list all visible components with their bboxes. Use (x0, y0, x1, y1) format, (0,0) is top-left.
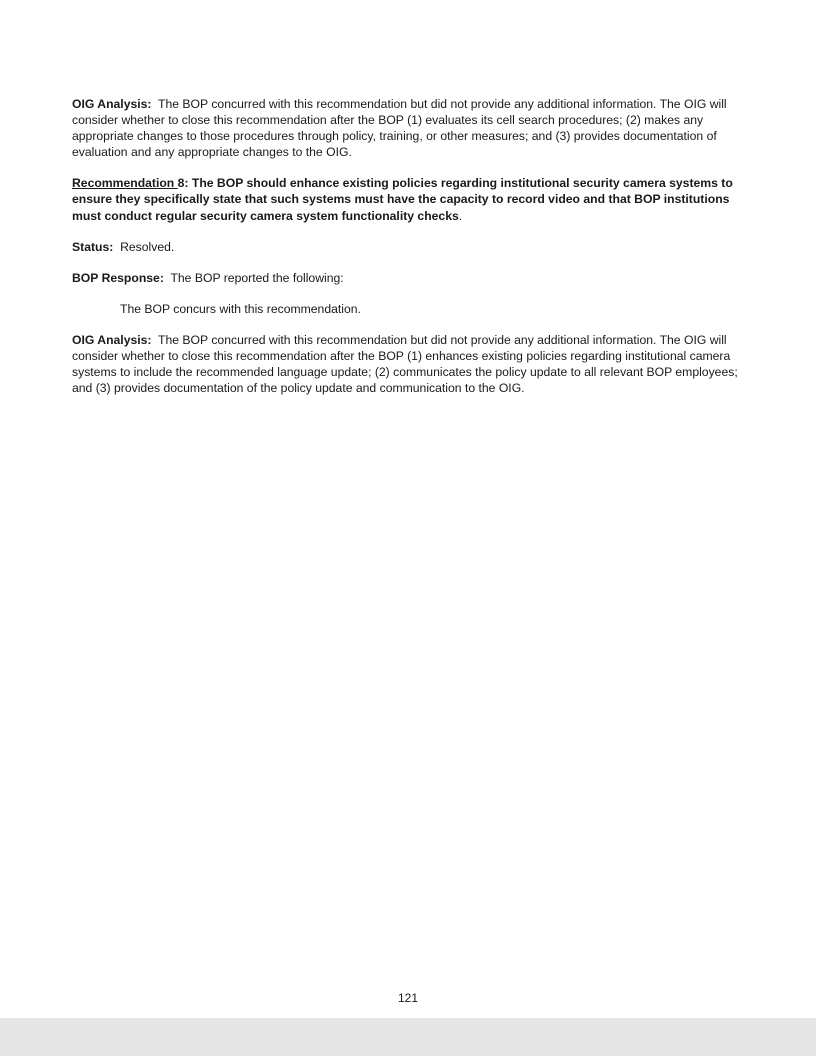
viewer-footer-band (0, 1018, 816, 1056)
status-label: Status: (72, 239, 114, 254)
bop-response-paragraph (72, 270, 744, 286)
oig-analysis-label-1: OIG Analysis: (72, 97, 152, 111)
bop-quote-text: The BOP concurs with this recommendation. (120, 301, 361, 316)
recommendation-8-paragraph (72, 175, 744, 223)
recommendation-8-number: 8 (177, 176, 185, 191)
oig-analysis-text-2: The BOP concurred with this recommendation but did not provide any additional information. The OIG will consider whether to close this recommendation after the BOP (1) enhances existing policies regarding institutional camera systems to include the recommended language update; (2) communicates the policy update to all relevant BOP employees; and (3) provides documentation of the policy update and communication to the OIG. (72, 332, 738, 396)
status-paragraph (72, 239, 744, 255)
bop-quote-paragraph (120, 301, 744, 317)
bop-response-text: The BOP reported the following: (170, 270, 344, 285)
oig-analysis-paragraph-2 (72, 332, 744, 396)
recommendation-8-text: : The BOP should enhance existing policies regarding institutional security camera systems to ensure they specifically state that such systems must have the capacity to record video and that BOP institutions must conduct regular security camera system functionality checks (72, 176, 733, 223)
recommendation-8-trailing: . (458, 208, 463, 223)
oig-analysis-text-1: The BOP concurred with this recommendation but did not provide any additional information. The OIG will consider whether to close this recommendation after the BOP (1) evaluates its cell search procedures; (2) makes any appropriate changes to those procedures through policy, training, or other measures; and (3) provides documentation of evaluation and any appropriate changes to the OIG. (72, 97, 727, 160)
status-value: Resolved. (120, 239, 175, 254)
document-body (72, 96, 744, 396)
oig-analysis-paragraph-1 (72, 96, 744, 160)
page-number: 121 (397, 991, 419, 1005)
oig-analysis-label-2: OIG Analysis: (72, 332, 152, 347)
bop-response-label: BOP Response: (72, 270, 164, 285)
recommendation-8-label-underlined: Recommendation (72, 176, 178, 191)
